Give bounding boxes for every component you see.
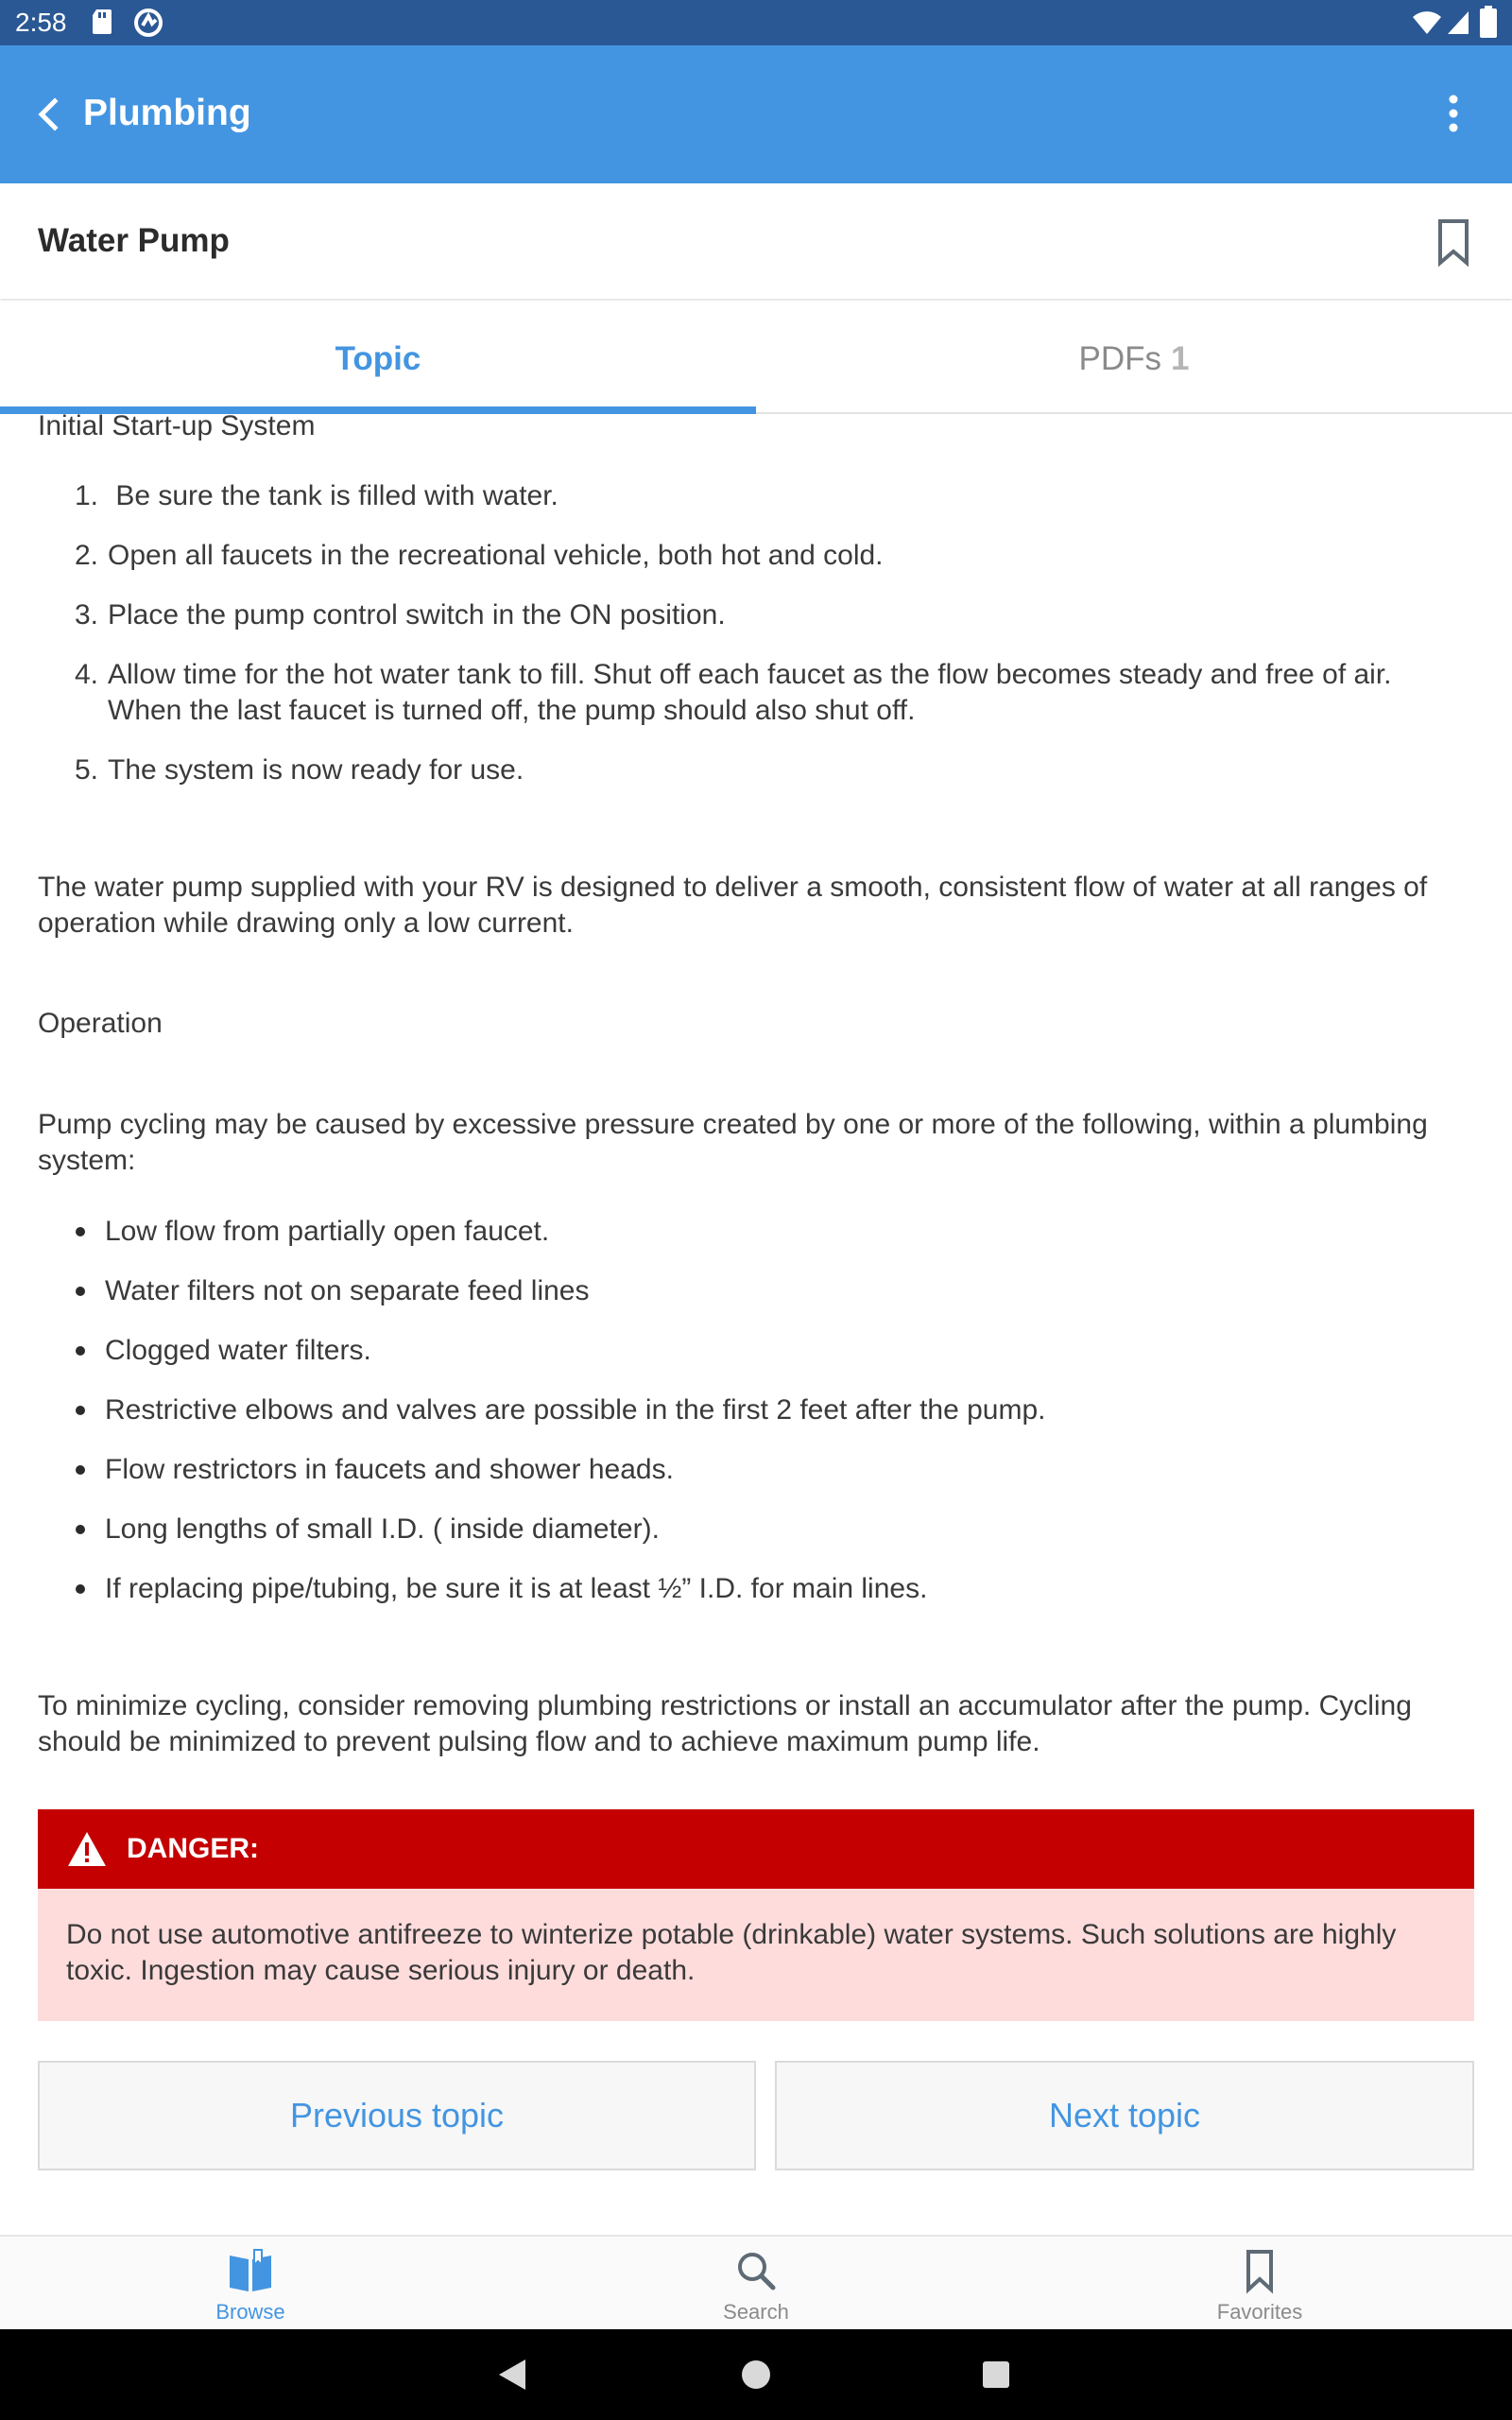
tab-pdfs[interactable] [756, 301, 1512, 414]
next-topic-button[interactable]: Next topic [775, 2061, 1474, 2170]
battery-icon [1480, 6, 1497, 43]
step-number: 5. [74, 754, 98, 786]
intro-paragraph: The water pump supplied with your RV is designed to deliver a smooth, consistent flow of water at all ranges of operation while drawing only a low current. [38, 872, 1428, 939]
cell-signal-icon [1446, 9, 1470, 41]
step-number: 4. [74, 659, 98, 690]
bullet-dot [76, 1346, 85, 1356]
step-number: 3. [74, 599, 98, 631]
tab-pdfs-label: PDFs [1078, 340, 1162, 377]
step-number: 2. [74, 540, 98, 571]
system-recents-button[interactable] [981, 2360, 1011, 2390]
tab-topic[interactable] [0, 301, 756, 414]
wifi-icon [1412, 9, 1442, 41]
tab-bar [0, 301, 1512, 414]
bottom-navigation [0, 2235, 1512, 2329]
topic-title: Water Pump [38, 222, 230, 259]
danger-text: Do not use automotive antifreeze to winterize potable (drinkable) water systems. Such solutions are highly toxic. Ingestion may cause serious injury or death. [66, 1919, 1397, 1986]
status-time: 2:58 [15, 8, 67, 37]
nav-browse[interactable] [137, 2237, 364, 2331]
topic-header [0, 183, 1512, 299]
operation-heading: Operation [38, 1008, 163, 1039]
bullet-dot [76, 1287, 85, 1296]
danger-header [38, 1809, 1474, 1889]
section-heading: Initial Start-up System [38, 410, 316, 441]
nav-browse-label: Browse [215, 2300, 285, 2324]
nav-search[interactable] [643, 2237, 869, 2331]
back-button[interactable] [26, 88, 72, 141]
list-item: Low flow from partially open faucet. [105, 1216, 550, 1247]
nav-search-label: Search [723, 2300, 789, 2324]
bullet-dot [76, 1406, 85, 1415]
more-options-button[interactable] [1431, 88, 1476, 141]
step-text: Allow time for the hot water tank to fill. Shut off each faucet as the flow becomes steady and free of air. When the last faucet is turned off, the pump should also shut off. [108, 659, 1392, 726]
app-bar [0, 45, 1512, 183]
step-text: Place the pump control switch in the ON position. [108, 599, 726, 631]
danger-title: DANGER: [127, 1833, 259, 1864]
sd-card-icon [91, 8, 113, 41]
bullet-dot [76, 1584, 85, 1594]
circle-home-icon [739, 2358, 773, 2392]
nav-favorites-label: Favorites [1216, 2300, 1303, 2324]
bookmark-icon [1237, 2246, 1282, 2295]
list-item: If replacing pipe/tubing, be sure it is at least ½” I.D. for main lines. [105, 1573, 928, 1604]
triangle-back-icon [495, 2352, 529, 2397]
bullet-dot [76, 1465, 85, 1475]
minimize-paragraph: To minimize cycling, consider removing plumbing restrictions or install an accumulator after the pump. Cycling should be minimized to prevent pulsing flow and to achieve maximum pump life. [38, 1690, 1412, 1757]
step-number: 1. [74, 480, 98, 511]
list-item: Flow restrictors in faucets and shower heads. [105, 1454, 674, 1485]
system-navigation-bar [0, 2329, 1512, 2420]
nav-favorites[interactable] [1146, 2237, 1373, 2331]
tab-pdfs-count-badge: 1 [1171, 340, 1190, 377]
cycling-paragraph: Pump cycling may be caused by excessive pressure created by one or more of the following, within a plumbing system: [38, 1109, 1428, 1176]
warning-triangle-icon [66, 1830, 108, 1868]
system-back-button[interactable] [495, 2352, 529, 2397]
step-text: Be sure the tank is filled with water. [108, 480, 558, 511]
bookmark-icon [1429, 216, 1478, 268]
list-item: Long lengths of small I.D. ( inside diameter). [105, 1513, 660, 1545]
list-item: Water filters not on separate feed lines [105, 1275, 590, 1306]
status-bar [0, 0, 1512, 45]
step-text: Open all faucets in the recreational vehicle, both hot and cold. [108, 540, 884, 571]
bullet-dot [76, 1227, 85, 1236]
sync-icon [132, 7, 164, 43]
previous-topic-button[interactable]: Previous topic [38, 2061, 756, 2170]
chevron-left-icon [26, 88, 72, 141]
more-vertical-icon [1431, 88, 1476, 141]
tab-topic-label: Topic [335, 340, 421, 377]
bookmark-button[interactable] [1429, 216, 1478, 268]
list-item: Restrictive elbows and valves are possible in the first 2 feet after the pump. [105, 1394, 1046, 1426]
system-home-button[interactable] [739, 2358, 773, 2392]
square-recents-icon [981, 2360, 1011, 2390]
list-item: Clogged water filters. [105, 1335, 371, 1366]
search-icon [733, 2246, 779, 2295]
danger-body [38, 1889, 1474, 2021]
book-open-icon [228, 2246, 273, 2295]
step-text: The system is now ready for use. [108, 754, 524, 786]
bullet-dot [76, 1525, 85, 1534]
app-title: Plumbing [83, 93, 251, 133]
